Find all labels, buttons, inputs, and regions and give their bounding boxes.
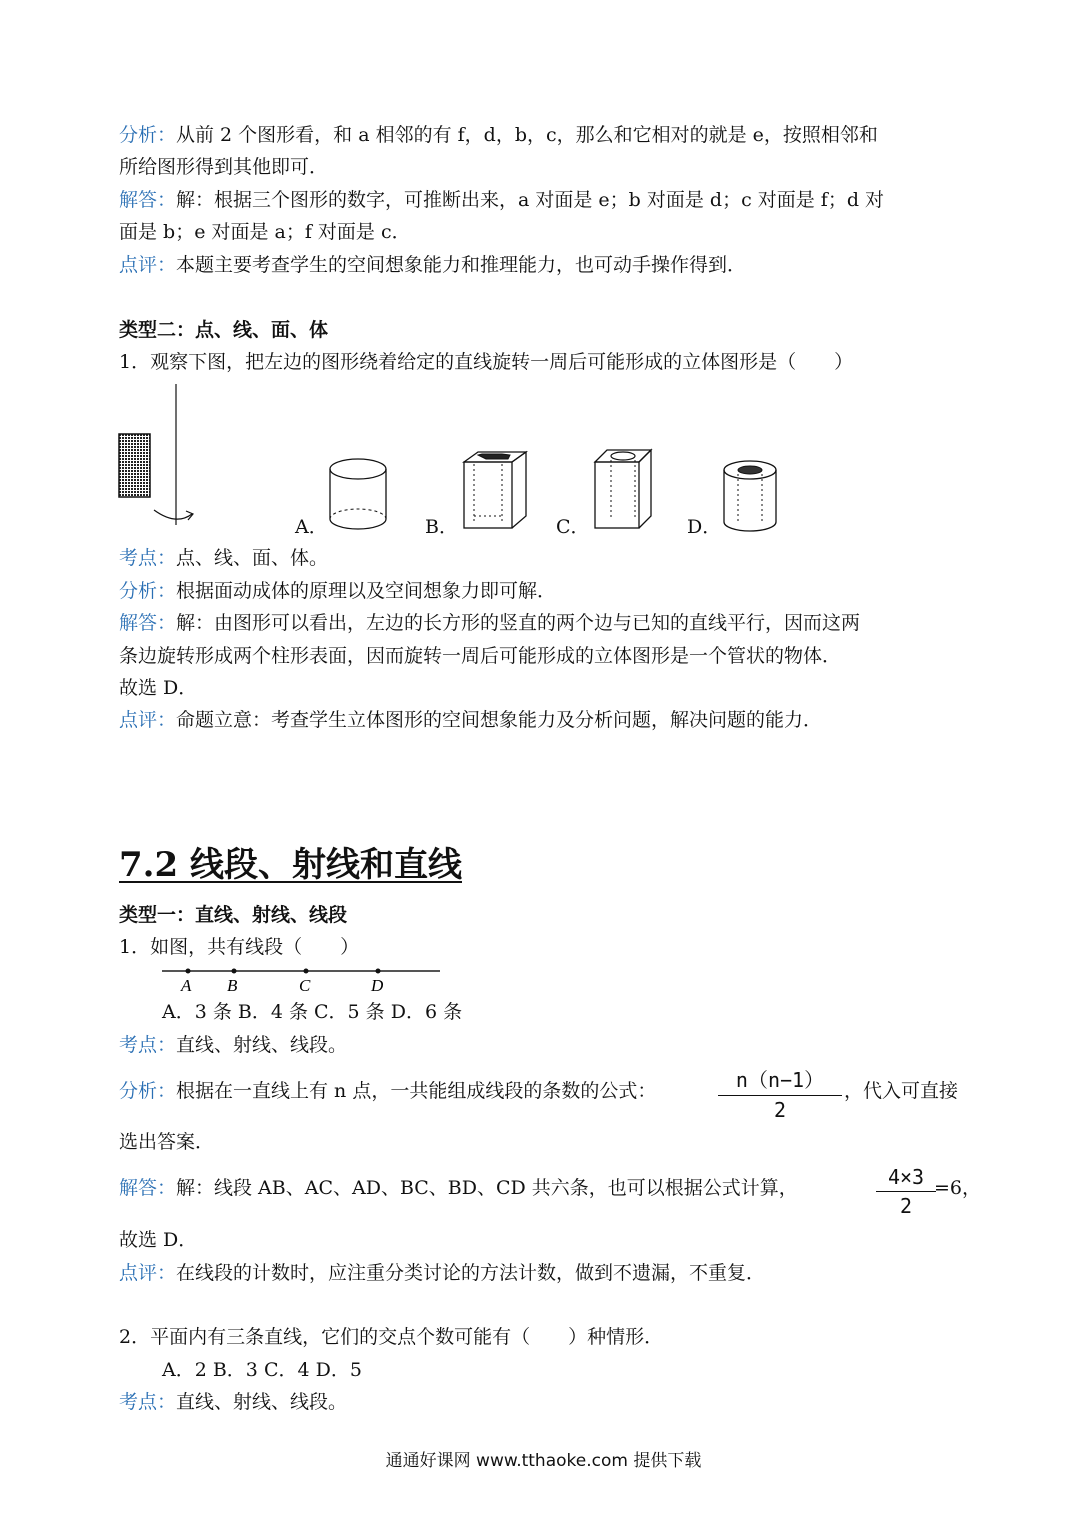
answer-label: 解答： — [119, 189, 177, 211]
type2-kaodian — [119, 546, 328, 570]
analysis-line-2: 所给图形得到其他即可． — [119, 156, 329, 178]
formula-denominator: 2 — [773, 1098, 787, 1122]
answer-denominator: 2 — [899, 1194, 913, 1218]
analysis-line-1 — [119, 123, 878, 147]
section-answer — [119, 1176, 798, 1200]
comment-text: 命题立意：考查学生立体图形的空间想象能力及分析问题，解决问题的能力． — [176, 709, 823, 731]
analysis-text: 根据在一直线上有 n 点，一共能组成线段的条数的公式： — [176, 1080, 657, 1102]
option-a-cylinder — [328, 455, 390, 535]
analysis-after: ，代入可直接 — [844, 1080, 959, 1102]
type2-comment — [119, 708, 822, 732]
type2-answer-2: 条边旋转形成两个柱形表面，因而旋转一周后可能形成的立体图形是一个管状的物体． — [119, 645, 842, 667]
answer-line-1 — [119, 188, 884, 212]
analysis-text: 根据面动成体的原理以及空间想象力即可解． — [176, 580, 557, 602]
kaodian-text: 直线、射线、线段。 — [176, 1034, 348, 1056]
option-a-label: A． — [295, 516, 328, 538]
type2-question-1: 1．观察下图，把左边的图形绕着给定的直线旋转一周后可能形成的立体图形是（ ） — [119, 351, 854, 373]
section-analysis — [119, 1079, 656, 1103]
option-c-label: C． — [556, 516, 590, 538]
comment-label: 点评： — [119, 1262, 177, 1284]
type1-title: 类型一：直线、射线、线段 — [119, 904, 348, 926]
section-q2-kaodian — [119, 1390, 347, 1414]
comment-text: 本题主要考查学生的空间想象能力和推理能力，也可动手操作得到． — [176, 254, 747, 276]
option-d-label: D． — [687, 516, 722, 538]
type2-title: 类型二：点、线、面、体 — [119, 319, 329, 341]
analysis-text: 从前 2 个图形看，和 a 相邻的有 f，d，b，c，那么和它相对的就是 e，按照相邻和 — [176, 124, 878, 146]
fraction-bar — [876, 1191, 936, 1192]
option-b-label: B． — [425, 516, 458, 538]
point-b — [232, 969, 237, 974]
answer-fraction — [876, 1165, 936, 1218]
answer-line-2: 面是 b；e 对面是 a；f 对面是 c． — [119, 221, 411, 243]
answer-text: 解：由图形可以看出，左边的长方形的竖直的两个边与已知的直线平行，因而这两 — [176, 612, 861, 634]
section-q1-options: A．3 条 B．4 条 C．5 条 D．6 条 — [162, 1001, 463, 1023]
option-b-hollow-prism — [462, 450, 530, 535]
point-a-label: A — [181, 976, 192, 995]
comment-label: 点评： — [119, 254, 177, 276]
comment-text: 在线段的计数时，应注重分类讨论的方法计数，做到不遗漏，不重复． — [176, 1262, 766, 1284]
point-c-label: C — [299, 976, 311, 995]
section-q2-options: A．2 B．3 C．4 D．5 — [162, 1359, 362, 1381]
analysis-label: 分析： — [119, 580, 177, 602]
line-segment-figure — [160, 962, 445, 996]
analysis-label: 分析： — [119, 124, 177, 146]
point-b-label: B — [227, 976, 238, 995]
answer-label: 解答： — [119, 612, 177, 634]
kaodian-label: 考点： — [119, 547, 177, 569]
option-c-hollow-prism — [593, 448, 655, 533]
kaodian-text: 直线、射线、线段。 — [176, 1391, 348, 1413]
dotted-rectangle — [119, 434, 150, 497]
kaodian-label: 考点： — [119, 1391, 177, 1413]
section-kaodian — [119, 1033, 347, 1057]
section-question-1: 1．如图，共有线段（ ） — [119, 936, 360, 958]
formula-numerator: n（n−1） — [735, 1068, 825, 1092]
comment-label: 点评： — [119, 709, 177, 731]
answer-numerator: 4×3 — [887, 1165, 925, 1189]
point-d-label: D — [371, 976, 384, 995]
kaodian-label: 考点： — [119, 1034, 177, 1056]
rotation-figure — [110, 380, 210, 530]
page-footer: 通通好课网 www.tthaoke.com 提供下载 — [385, 1451, 702, 1471]
analysis-label: 分析： — [119, 1080, 177, 1102]
answer-label: 解答： — [119, 1177, 177, 1199]
answer-after: =6， — [934, 1177, 982, 1199]
type2-answer-1 — [119, 611, 860, 635]
type2-analysis — [119, 579, 556, 603]
kaodian-text: 点、线、面、体。 — [176, 547, 329, 569]
section-question-2: 2．平面内有三条直线，它们的交点个数可能有（ ）种情形． — [119, 1326, 664, 1348]
option-d-tube — [722, 458, 780, 536]
point-c — [304, 969, 309, 974]
section-heading: 7.2 线段、射线和直线 — [119, 845, 462, 885]
point-d — [376, 969, 381, 974]
comment-line — [119, 253, 746, 277]
point-a — [186, 969, 191, 974]
section-analysis-2: 选出答案． — [119, 1131, 215, 1153]
type2-answer-3: 故选 D． — [119, 677, 198, 699]
section-answer-2: 故选 D． — [119, 1229, 198, 1251]
fraction-bar — [718, 1095, 842, 1096]
section-comment — [119, 1261, 765, 1285]
formula-fraction — [718, 1064, 842, 1122]
answer-text: 解：线段 AB、AC、AD、BC、BD、CD 共六条，也可以根据公式计算， — [176, 1177, 798, 1199]
answer-text: 解：根据三个图形的数字，可推断出来，a 对面是 e；b 对面是 d；c 对面是 f；d 对 — [176, 189, 885, 211]
